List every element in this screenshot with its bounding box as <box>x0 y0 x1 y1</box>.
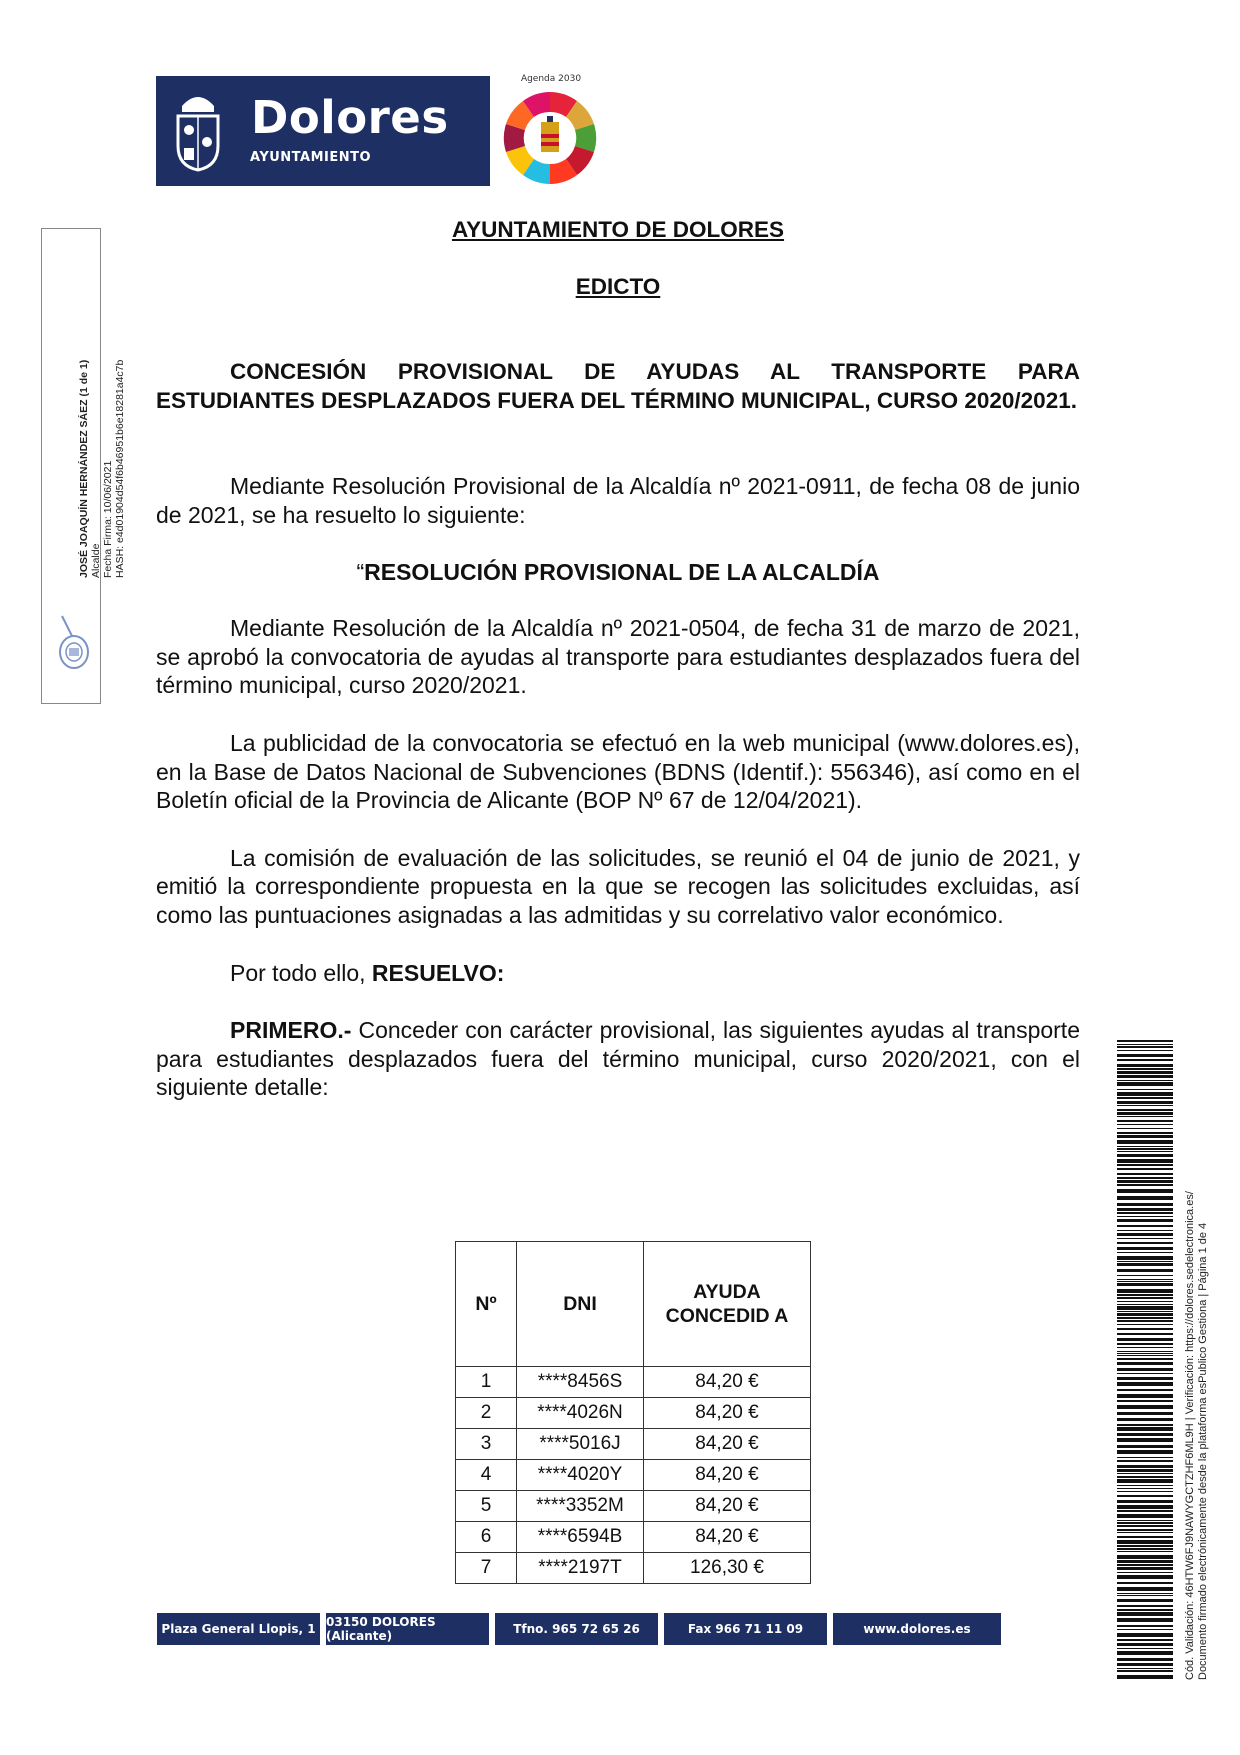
validation-line-1: Cód. Validación: 46HTW6FJ9NAWYGCTZHF6ML9H | Verificación: https://dolores.sedelectronica.es/ <box>1184 1191 1196 1680</box>
barcode-bar <box>1117 1389 1173 1391</box>
table-header-row <box>456 1242 811 1367</box>
barcode-bar <box>1117 1306 1173 1310</box>
barcode-bar <box>1117 1109 1173 1111</box>
barcode-bar <box>1117 1353 1173 1354</box>
barcode-bar <box>1117 1168 1173 1170</box>
row-number: 4 <box>456 1460 517 1491</box>
barcode-bar <box>1117 1180 1173 1183</box>
barcode-bar <box>1117 1275 1173 1276</box>
signature-date: Fecha Firma: 10/06/2021 <box>102 460 114 578</box>
row-amount: 84,20 € <box>644 1522 811 1553</box>
barcode-bar <box>1117 1491 1173 1492</box>
barcode-bar <box>1117 1595 1173 1596</box>
row-number: 1 <box>456 1367 517 1398</box>
barcode-bar <box>1117 1438 1173 1442</box>
barcode-bar <box>1117 1140 1173 1144</box>
barcode-bar <box>1117 1460 1173 1462</box>
barcode-bar <box>1117 1540 1173 1544</box>
logo-subtitle: AYUNTAMIENTO <box>250 150 372 165</box>
footer-phone: Tfno. 965 72 65 26 <box>495 1613 658 1645</box>
barcode-bar <box>1117 1675 1173 1679</box>
barcode-bar <box>1117 1203 1173 1206</box>
barcode-bar <box>1117 1582 1173 1584</box>
barcode-bar <box>1117 1333 1173 1335</box>
barcode-bar <box>1117 1564 1173 1566</box>
barcode-bar <box>1117 1208 1173 1211</box>
barcode-bar <box>1117 1313 1173 1316</box>
barcode-bar <box>1117 1536 1173 1538</box>
barcode-bar <box>1117 1400 1173 1402</box>
barcode-bar <box>1117 1545 1173 1547</box>
document-subject: CONCESIÓN PROVISIONAL DE AYUDAS AL TRANSPORTE PARA ESTUDIANTES DESPLAZADOS FUERA DEL TÉRMINO MUNICIPAL, CURSO 2020/2021. <box>156 359 1080 413</box>
barcode-bar <box>1117 1075 1173 1078</box>
barcode-bar <box>1117 1050 1173 1051</box>
paragraph-3: La comisión de evaluación de las solicitudes, se reunió el 04 de junio de 2021, y emitió la correspondiente propuesta en la que se recogen las solicitudes excluidas, así como las puntuaciones asignadas a las admitidas y su correlativo valor económico. <box>156 844 1080 928</box>
barcode-bar <box>1117 1567 1173 1570</box>
barcode-bar <box>1117 1146 1173 1147</box>
barcode-bar <box>1117 1670 1173 1672</box>
barcode-bar <box>1117 1473 1173 1474</box>
barcode-bar <box>1117 1263 1173 1266</box>
barcode-bar <box>1117 1177 1173 1179</box>
barcode-bar <box>1117 1609 1173 1611</box>
barcode-bar <box>1117 1465 1173 1468</box>
barcode-bar <box>1117 1575 1173 1579</box>
barcode-bar <box>1117 1225 1173 1227</box>
barcode-bar <box>1117 1216 1173 1217</box>
barcode-bar <box>1117 1297 1173 1299</box>
barcode-bar <box>1117 1184 1173 1186</box>
barcode-bar <box>1117 1587 1173 1591</box>
barcode-bar <box>1117 1097 1173 1099</box>
barcode-bar <box>1117 1151 1173 1152</box>
barcode-bar <box>1117 1469 1173 1472</box>
barcode-bar <box>1117 1377 1173 1380</box>
barcode-bar <box>1117 1044 1173 1045</box>
barcode-bar <box>1117 1351 1173 1352</box>
paragraph-5 <box>156 1016 1080 1102</box>
paragraph-2: La publicidad de la convocatoria se efectuó en la web municipal (www.dolores.es), en la Base de Datos Nacional de Subvenciones (BDNS (Identif.): 556346), así como en el Boletín oficial de la Provincia de Alicante (BOP Nº 67 de 12/04/2021). <box>156 729 1080 814</box>
barcode-bar <box>1117 1394 1173 1398</box>
barcode-bar <box>1117 1242 1173 1244</box>
barcode-bar <box>1117 1358 1173 1360</box>
barcode-bar <box>1117 1629 1173 1630</box>
header-number: Nº <box>456 1242 517 1367</box>
row-dni: ****4026N <box>517 1398 644 1429</box>
barcode-bar <box>1117 1238 1173 1239</box>
barcode-bar <box>1117 1233 1173 1236</box>
primero-label: PRIMERO.- <box>230 1017 352 1044</box>
signer-role: Alcalde <box>90 543 102 578</box>
municipality-logo <box>156 76 490 186</box>
barcode-bar <box>1117 1560 1173 1563</box>
barcode-bar <box>1117 1304 1173 1305</box>
row-number: 2 <box>456 1398 517 1429</box>
barcode-bar <box>1117 1301 1173 1302</box>
table-row <box>456 1429 811 1460</box>
signature-text <box>78 318 126 578</box>
barcode-bar <box>1117 1279 1173 1280</box>
barcode-bar <box>1117 1663 1173 1666</box>
quote-mark: “ <box>356 558 365 585</box>
barcode-bar <box>1117 1605 1173 1607</box>
table-row <box>456 1460 811 1491</box>
barcode-bar <box>1117 1639 1173 1641</box>
row-number: 5 <box>456 1491 517 1522</box>
barcode-bar <box>1117 1132 1173 1134</box>
barcode-bar <box>1117 1311 1173 1312</box>
barcode-bar <box>1117 1059 1173 1061</box>
barcode-bar <box>1117 1154 1173 1157</box>
barcode-bar <box>1117 1089 1173 1090</box>
barcode-bar <box>1117 1347 1173 1348</box>
document-body <box>156 216 1080 1102</box>
paragraph-4-lead: Por todo ello, <box>230 959 372 986</box>
paragraph-4 <box>156 959 1080 988</box>
document-type: EDICTO <box>575 273 661 299</box>
logo-name: Dolores <box>251 91 449 144</box>
barcode-bar <box>1117 1618 1173 1622</box>
barcode-bar <box>1117 1328 1173 1330</box>
barcode-bar <box>1117 1105 1173 1106</box>
validation-barcode <box>1117 1040 1173 1680</box>
barcode-bar <box>1117 1362 1173 1365</box>
table-row <box>456 1491 811 1522</box>
row-amount: 84,20 € <box>644 1367 811 1398</box>
barcode-bar <box>1117 1505 1173 1509</box>
sdg-wheel-icon <box>496 72 604 190</box>
barcode-bar <box>1117 1164 1173 1166</box>
barcode-bar <box>1117 1418 1173 1421</box>
barcode-bar <box>1117 1373 1173 1374</box>
table-row <box>456 1553 811 1584</box>
row-dni: ****6594B <box>517 1522 644 1553</box>
seal-icon <box>54 610 90 672</box>
table-row <box>456 1367 811 1398</box>
row-dni: ****2197T <box>517 1553 644 1584</box>
barcode-bar <box>1117 1071 1173 1074</box>
resuelvo-label: RESUELVO: <box>371 959 505 986</box>
signer-name: JOSÉ JOAQUÍN HERNÁNDEZ SÁEZ (1 de 1) <box>78 359 90 578</box>
barcode-bar <box>1117 1514 1173 1518</box>
barcode-bar <box>1117 1064 1173 1067</box>
barcode-bar <box>1117 1092 1173 1096</box>
barcode-bar <box>1117 1355 1173 1356</box>
barcode-bar <box>1117 1612 1173 1616</box>
resolution-title: RESOLUCIÓN PROVISIONAL DE LA ALCALDÍA <box>364 558 880 585</box>
barcode-bar <box>1117 1112 1173 1115</box>
barcode-bar <box>1117 1450 1173 1454</box>
row-amount: 84,20 € <box>644 1460 811 1491</box>
barcode-bar <box>1117 1219 1173 1222</box>
row-amount: 84,20 € <box>644 1491 811 1522</box>
barcode-bar <box>1117 1548 1173 1550</box>
intro-paragraph: Mediante Resolución Provisional de la Alcaldía nº 2021-0911, de fecha 08 de junio de 2021, se ha resuelto lo siguiente: <box>156 473 1080 528</box>
barcode-bar <box>1117 1510 1173 1512</box>
barcode-bar <box>1117 1433 1173 1436</box>
barcode-bar <box>1117 1343 1173 1345</box>
barcode-bar <box>1117 1101 1173 1104</box>
barcode-bar <box>1117 1230 1173 1231</box>
barcode-bar <box>1117 1593 1173 1594</box>
barcode-bar <box>1117 1148 1173 1150</box>
barcode-bar <box>1117 1532 1173 1533</box>
grants-table-wrapper <box>455 1241 811 1584</box>
barcode-bar <box>1117 1189 1173 1193</box>
barcode-bar <box>1117 1212 1173 1214</box>
row-amount: 126,30 € <box>644 1553 811 1584</box>
row-amount: 84,20 € <box>644 1398 811 1429</box>
barcode-bar <box>1117 1555 1173 1559</box>
barcode-bar <box>1117 1658 1173 1661</box>
footer-web[interactable]: www.dolores.es <box>833 1613 1001 1645</box>
barcode-bar <box>1117 1424 1173 1426</box>
validation-text <box>1184 1080 1210 1680</box>
header-dni: DNI <box>517 1242 644 1367</box>
header-amount: AYUDA CONCEDID A <box>644 1242 811 1367</box>
barcode-bar <box>1117 1256 1173 1260</box>
barcode-bar <box>1117 1368 1173 1371</box>
row-number: 7 <box>456 1553 517 1584</box>
barcode-bar <box>1117 1116 1173 1117</box>
barcode-bar <box>1117 1338 1173 1341</box>
paragraph-5-text: Conceder con carácter provisional, las siguientes ayudas al transporte para estudiantes desplazados fuera del término municipal, curso 2020/2021, con el siguiente detalle: <box>156 1017 1080 1101</box>
barcode-bar <box>1117 1520 1173 1521</box>
footer-city: 03150 DOLORES (Alicante) <box>326 1613 489 1645</box>
row-number: 6 <box>456 1522 517 1553</box>
row-dni: ****8456S <box>517 1367 644 1398</box>
coat-of-arms-icon <box>172 86 224 174</box>
row-dni: ****3352M <box>517 1491 644 1522</box>
barcode-bar <box>1117 1651 1173 1655</box>
barcode-bar <box>1117 1120 1173 1122</box>
barcode-bar <box>1117 1485 1173 1486</box>
org-title: AYUNTAMIENTO DE DOLORES <box>451 217 785 242</box>
barcode-bar <box>1117 1294 1173 1296</box>
agenda-label: Agenda 2030 <box>520 74 582 84</box>
barcode-bar <box>1117 1445 1173 1448</box>
barcode-bar <box>1117 1046 1173 1048</box>
barcode-bar <box>1117 1320 1173 1322</box>
barcode-bar <box>1117 1269 1173 1272</box>
barcode-bar <box>1117 1412 1173 1415</box>
barcode-bar <box>1117 1159 1173 1163</box>
barcode-bar <box>1117 1068 1173 1070</box>
barcode-bar <box>1117 1525 1173 1527</box>
barcode-bar <box>1117 1648 1173 1649</box>
barcode-bar <box>1117 1128 1173 1129</box>
row-dni: ****5016J <box>517 1429 644 1460</box>
barcode-bar <box>1117 1633 1173 1637</box>
barcode-bar <box>1117 1196 1173 1200</box>
table-row <box>456 1398 811 1429</box>
barcode-bar <box>1117 1529 1173 1531</box>
table-row <box>456 1522 811 1553</box>
barcode-bar <box>1117 1457 1173 1458</box>
barcode-bar <box>1117 1382 1173 1386</box>
validation-line-2: Documento firmado electrónicamente desde la plataforma esPublico Gestiona | Página 1 de 4 <box>1197 1222 1209 1680</box>
barcode-bar <box>1117 1080 1173 1081</box>
barcode-bar <box>1117 1283 1173 1286</box>
barcode-bar <box>1117 1500 1173 1503</box>
row-dni: ****4020Y <box>517 1460 644 1491</box>
barcode-bar <box>1117 1252 1173 1253</box>
barcode-bar <box>1117 1643 1173 1646</box>
barcode-bar <box>1117 1476 1173 1478</box>
barcode-bar <box>1117 1668 1173 1669</box>
barcode-bar <box>1117 1317 1173 1319</box>
signature-hash: HASH: e4d01904d54f6b46951b6e18281a4c7b <box>114 359 126 578</box>
barcode-bar <box>1117 1054 1173 1057</box>
barcode-bar <box>1117 1522 1173 1524</box>
grants-table <box>455 1241 811 1584</box>
barcode-bar <box>1117 1082 1173 1086</box>
barcode-bar <box>1117 1572 1173 1573</box>
barcode-bar <box>1117 1135 1173 1138</box>
barcode-bar <box>1117 1281 1173 1282</box>
barcode-bar <box>1117 1479 1173 1483</box>
barcode-bar <box>1117 1173 1173 1175</box>
barcode-bar <box>1117 1324 1173 1325</box>
barcode-bar <box>1117 1261 1173 1262</box>
barcode-bar <box>1117 1124 1173 1125</box>
barcode-bar <box>1117 1405 1173 1409</box>
barcode-bar <box>1117 1599 1173 1602</box>
barcode-bar <box>1117 1247 1173 1250</box>
footer-address: Plaza General Llopis, 1 <box>157 1613 320 1645</box>
row-amount: 84,20 € <box>644 1429 811 1460</box>
row-number: 3 <box>456 1429 517 1460</box>
agenda-2030-logo <box>496 72 604 190</box>
barcode-bar <box>1117 1040 1173 1042</box>
barcode-bar <box>1117 1495 1173 1497</box>
barcode-bar <box>1117 1551 1173 1552</box>
barcode-bar <box>1117 1488 1173 1489</box>
resolution-heading <box>156 558 1080 587</box>
paragraph-1: Mediante Resolución de la Alcaldía nº 2021-0504, de fecha 31 de marzo de 2021, se aprobó la convocatoria de ayudas al transporte para estudiantes desplazados fuera del término municipal, curso 2020/2021. <box>156 615 1080 699</box>
barcode-bar <box>1117 1625 1173 1627</box>
footer-fax: Fax 966 71 11 09 <box>664 1613 827 1645</box>
barcode-bar <box>1117 1427 1173 1431</box>
barcode-bar <box>1117 1289 1173 1293</box>
